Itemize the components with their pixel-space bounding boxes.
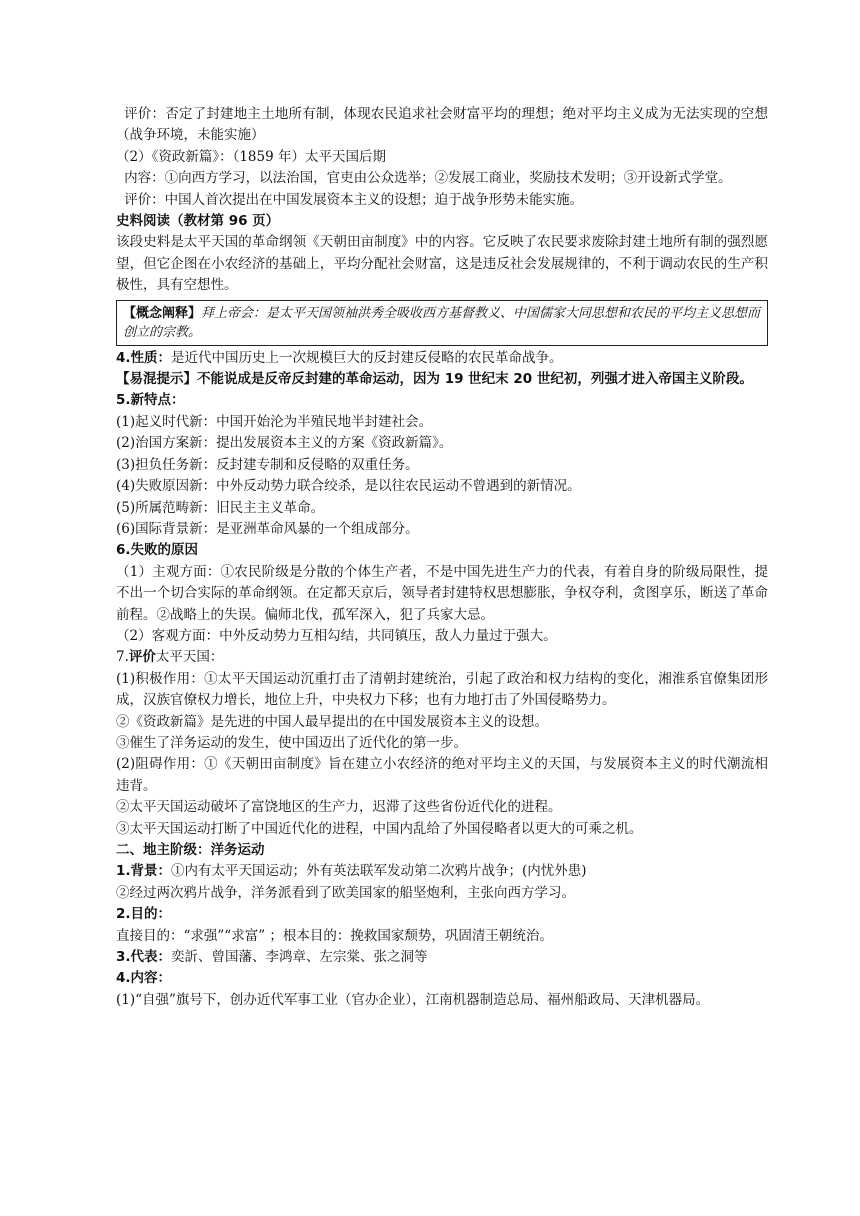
new-features-heading: 5.新特点： [116,392,185,409]
section-2-title: 二、地主阶级：洋务运动 [116,842,265,858]
evaluation-item: ②太平天国运动破坏了富饶地区的生产力，迟滞了这些省份近代化的进程。 [116,799,562,816]
shiliao-text: 该段史料是太平天国的革命纲领《天朝田亩制度》中的内容。它反映了农民要求废除封建土地所有制的强烈愿望，但它企图在小农经济的基础上，平均分配社会财富，这是违反社会发展规律的，不利于调动农民的生产积极性，具有空想性。 [116,234,768,294]
nature-label: 4.性质： [116,349,172,366]
representatives-label: 3.代表： [116,949,172,966]
eval-bold: 评价 [128,649,156,666]
zizheng-content: 内容：①向西方学习，以法治国，官吏由公众选举；②发展工商业，奖励技术发明；③开设新式学堂。 [124,170,732,187]
document-page [116,104,768,1011]
nature-line [116,348,768,369]
new-feature-item: (4)失败原因新：中外反动势力联合绞杀，是以往农民运动不曾遇到的新情况。 [116,478,581,495]
representatives-line [116,947,768,968]
evaluation-item: ③太平天国运动打断了中国近代化的进程，中国内乱给了外国侵略者以更大的可乘之机。 [116,820,643,837]
failure-subjective: （1）主观方面：①农民阶级是分散的个体生产者，不是中国先进生产力的代表，有着自身的阶级局限性，提不出一个切合实际的革命纲领。在定都天京后，领导者封建特权思想膨胀，争权夺利，贪图享乐，断送了革命前程。②战略上的失误。偏师北伐，孤军深入，犯了兵家大忌。 [116,563,768,623]
confuse-note: 【易混提示】不能说成是反帝反封建的革命运动，因为 19 世纪末 20 世纪初，列强才进入帝国主义阶段。 [116,371,753,388]
eval-paragraph-1: 评价：否定了封建地主土地所有制，体现农民追求社会财富平均的理想；绝对平均主义成为无法实现的空想（战争环境，未能实施） [116,106,768,144]
eval-rest: 太平天国： [155,649,224,666]
evaluation-item: ③催生了洋务运动的发生，使中国迈出了近代化的第一步。 [116,734,467,751]
evaluation-item: ②《资政新篇》是先进的中国人最早提出的在中国发展资本主义的设想。 [116,713,548,730]
concept-box [116,300,768,346]
concept-tag: 【概念阐释】 [123,305,202,321]
evaluation-heading [116,647,768,668]
goal-text: 直接目的：“求强”“求富” ；根本目的：挽救国家颓势，巩固清王朝统治。 [116,927,553,944]
eval-num: 7. [116,649,129,666]
shiliao-title: 史料阅读（教材第 96 页） [116,213,280,230]
new-feature-item: (6)国际背景新：是亚洲革命风暴的一个组成部分。 [116,520,419,537]
background-line [116,861,768,882]
background-text: ①内有太平天国运动；外有英法联军发动第二次鸦片战争；(内忧外患) [171,863,587,880]
nature-text: 是近代中国历史上一次规模巨大的反封建反侵略的农民革命战争。 [171,349,563,366]
goal-heading: 2.目的： [116,906,172,923]
failure-objective: （2）客观方面：中外反动势力互相勾结，共同镇压，敌人力量过于强大。 [116,627,557,644]
evaluation-item: (1)积极作用：①太平天国运动沉重打击了清朝封建统治，引起了政治和权力结构的变化，湘淮系官僚集团形成，汉族官僚权力增长，地位上升，中央权力下移；也有力地打击了外国侵略势力。 [116,670,768,709]
zizheng-title: （2）《资政新篇》：（1859 年）太平天国后期 [116,148,386,165]
background-label: 1.背景： [116,863,172,880]
content-item: (1)“自强”旗号下，创办近代军事工业（官办企业），江南机器制造总局、福州船政局、天津机器局。 [116,991,710,1008]
content-heading: 4.内容： [116,970,172,987]
new-feature-item: (2)治国方案新：提出发展资本主义的方案《资政新篇》。 [116,435,453,452]
representatives-text: 奕訢、曾国藩、李鸿章、左宗棠、张之洞等 [171,949,428,966]
new-feature-item: (5)所属范畴新：旧民主主义革命。 [116,499,325,516]
evaluation-item: (2)阻碍作用：①《天朝田亩制度》旨在建立小农经济的绝对平均主义的天国，与发展资本主义的时代潮流相违背。 [116,756,768,794]
background-text-2: ②经过两次鸦片战争，洋务派看到了欧美国家的船坚炮利，主张向西方学习。 [116,884,575,901]
concept-text: 拜上帝会：是太平天国领袖洪秀全吸收西方基督教义、中国儒家大同思想和农民的平均主义思想而创立的宗教。 [123,305,761,340]
new-feature-item: (1)起义时代新：中国开始沦为半殖民地半封建社会。 [116,413,433,430]
new-feature-item: (3)担负任务新：反封建专制和反侵略的双重任务。 [116,456,419,473]
failure-heading: 6.失败的原因 [116,542,199,559]
zizheng-eval: 评价：中国人首次提出在中国发展资本主义的设想；迫于战争形势未能实施。 [124,191,584,208]
